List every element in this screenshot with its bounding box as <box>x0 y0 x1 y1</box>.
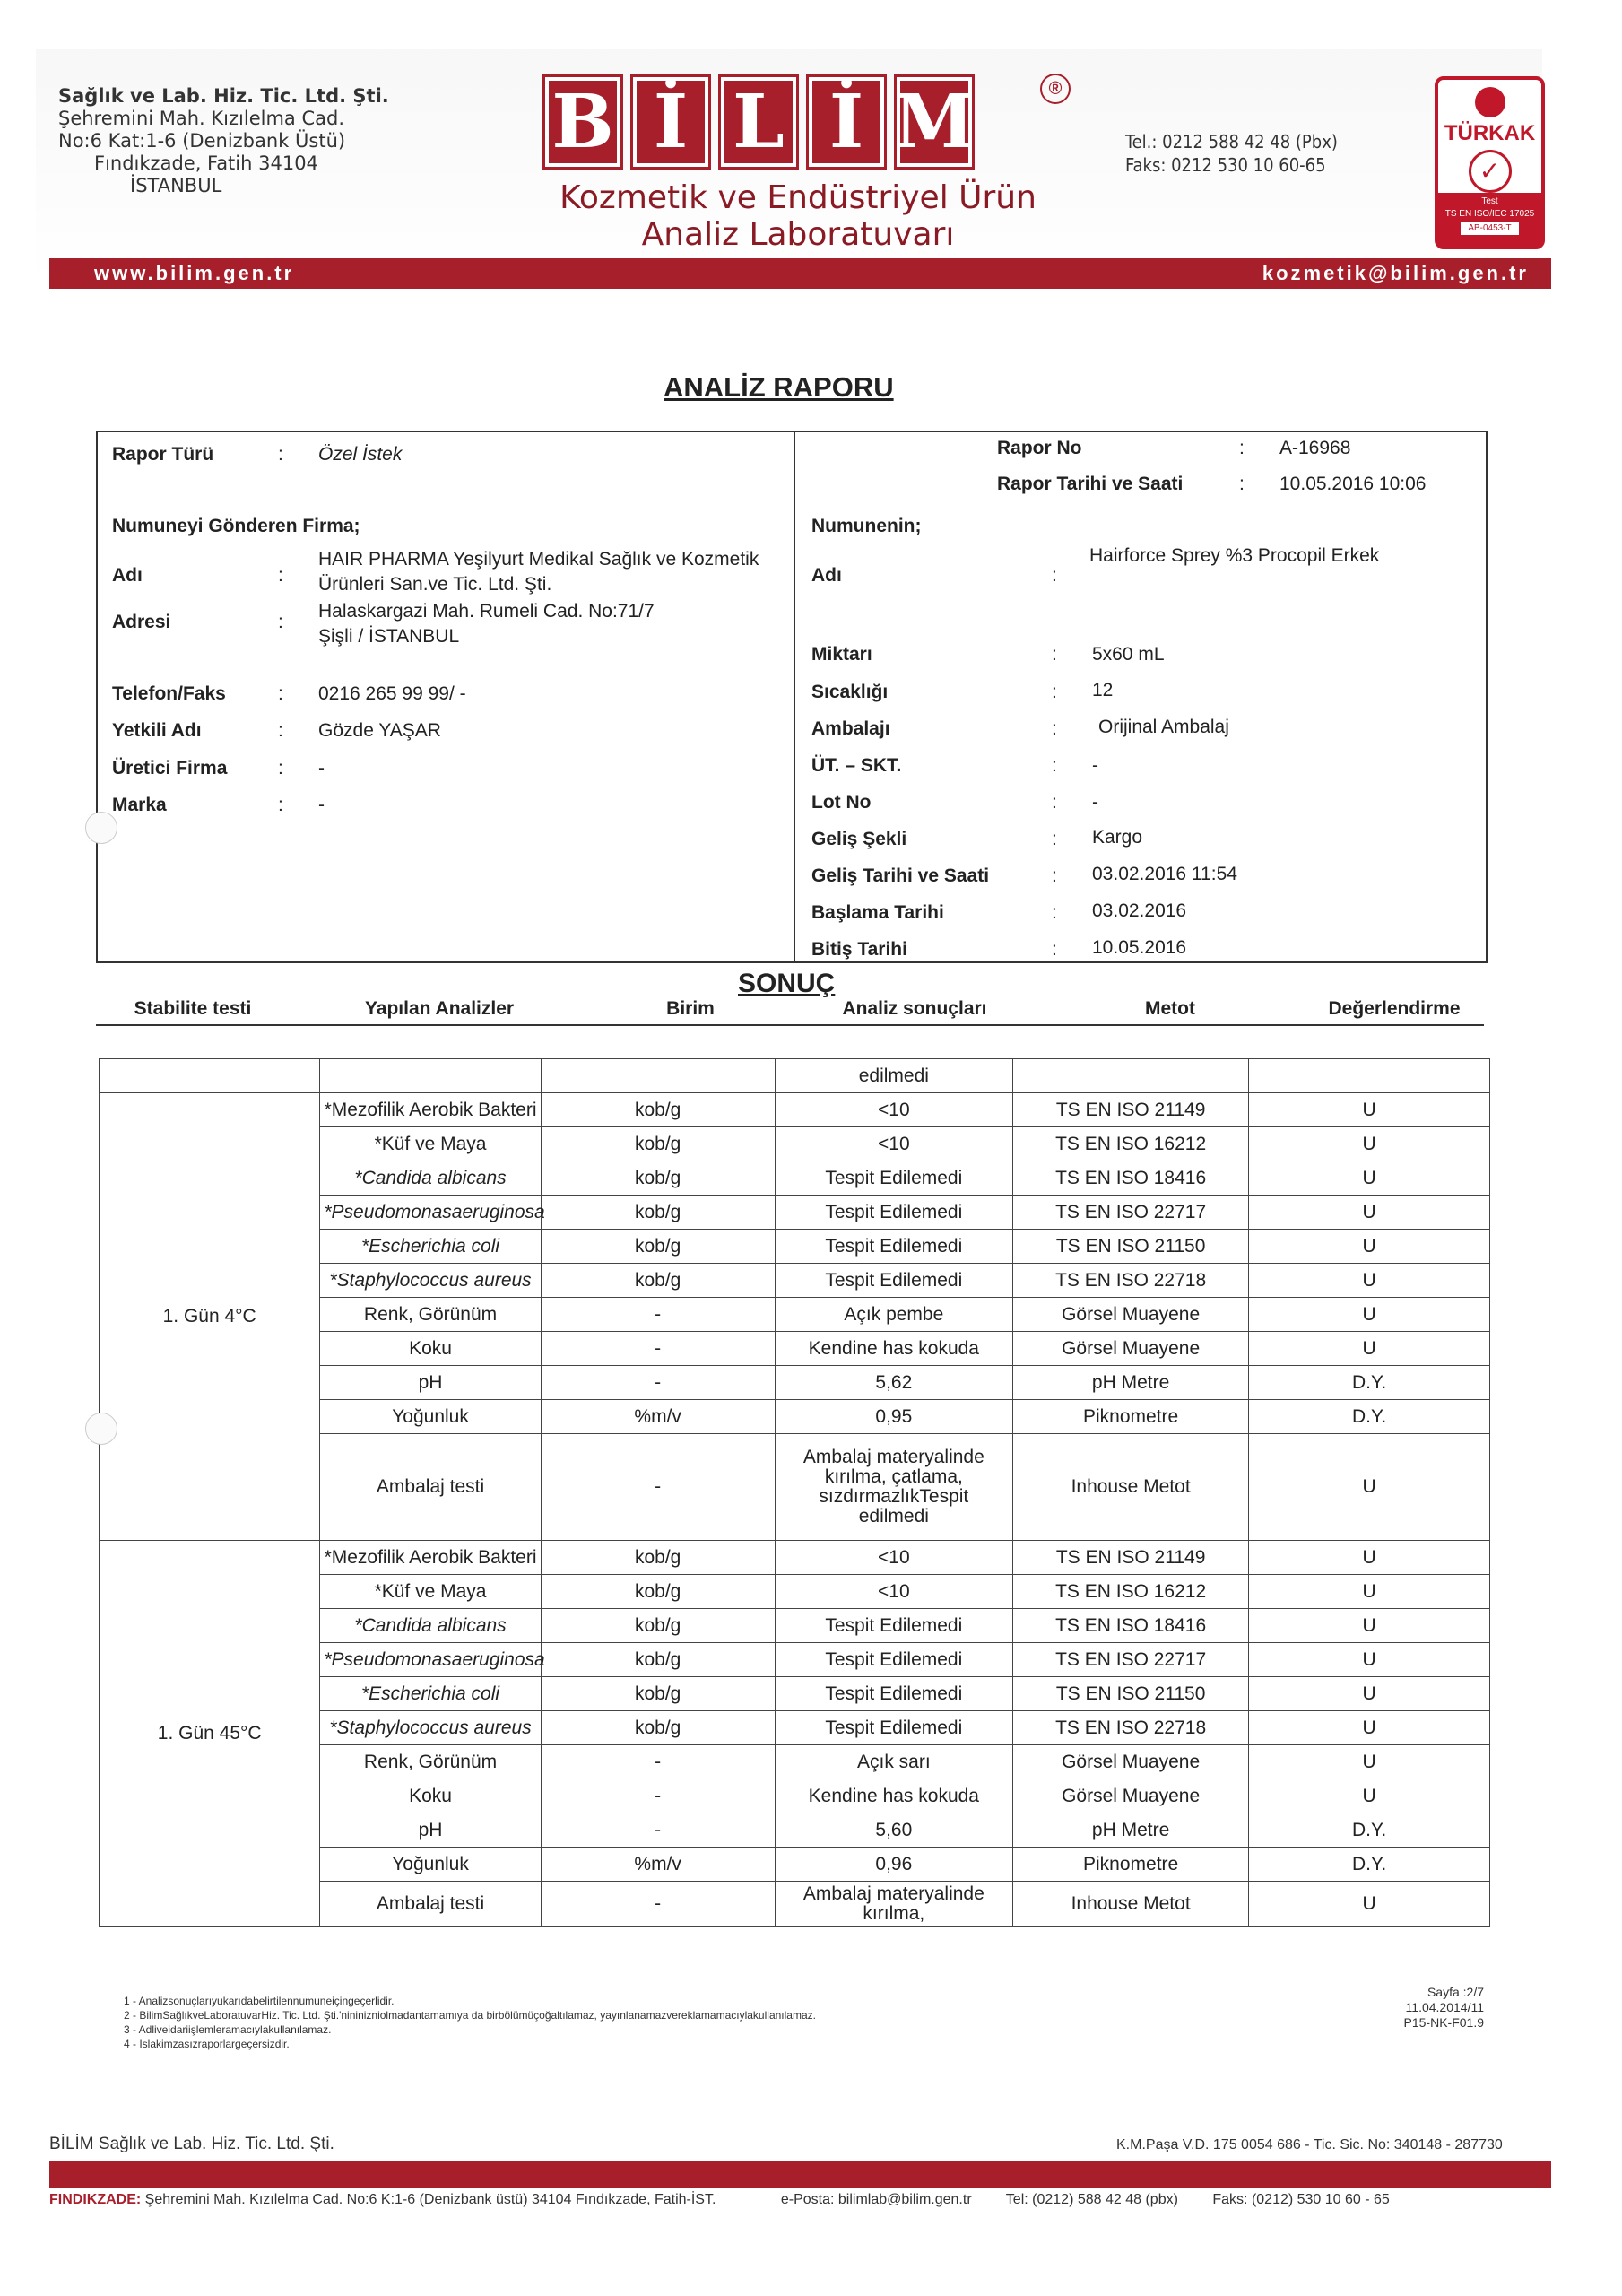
method: Görsel Muayene <box>1013 1298 1249 1332</box>
start-date-label: Başlama Tarihi <box>811 902 944 923</box>
method: pH Metre <box>1013 1813 1249 1848</box>
analysis-name: *Staphylococcus aureus <box>320 1711 541 1745</box>
method: Piknometre <box>1013 1848 1249 1882</box>
form-date: 11.04.2014/11 <box>1405 2000 1484 2014</box>
evaluation: U <box>1249 1264 1490 1298</box>
info-box <box>96 430 1488 963</box>
header-rule <box>96 1024 1484 1026</box>
company-city: İSTANBUL <box>130 175 222 196</box>
analysis-result: Kendine has kokuda <box>775 1332 1012 1366</box>
logo-letter: İ <box>630 74 711 170</box>
evaluation: U <box>1249 1434 1490 1541</box>
colon: : <box>278 720 283 741</box>
logo-letter: M <box>894 74 975 170</box>
analysis-name: *Küf ve Maya <box>320 1575 541 1609</box>
colon: : <box>278 565 283 586</box>
unit: - <box>541 1779 775 1813</box>
analysis-result: Tespit Edilemedi <box>775 1677 1012 1711</box>
company-district: Fındıkzade, Fatih 34104 <box>94 152 318 174</box>
colon: : <box>1052 718 1057 739</box>
colon: : <box>278 683 283 704</box>
footer-bar <box>49 2161 1551 2188</box>
arrival-date-value: 03.02.2016 11:54 <box>1092 864 1237 884</box>
sample-name-value: Hairforce Sprey %3 Procopil Erkek <box>1089 545 1380 566</box>
footnote: 3 - Adliveidariişlemleramacıylakullanılamaz. <box>124 2023 332 2036</box>
lab-subtitle <box>529 179 1067 253</box>
method: TS EN ISO 21150 <box>1013 1677 1249 1711</box>
unit: kob/g <box>541 1609 775 1643</box>
email-link[interactable]: kozmetik@bilim.gen.tr <box>1262 262 1529 284</box>
footer-tel: Tel: (0212) 588 42 48 (pbx) <box>1005 2192 1178 2207</box>
unit: - <box>541 1745 775 1779</box>
colon: : <box>1052 755 1057 776</box>
unit: kob/g <box>541 1230 775 1264</box>
footnote: 1 - Analizsonuçlarıyukarıdabelirtilennumuneiçingeçerlidir. <box>124 1995 395 2007</box>
subtitle-line: Kozmetik ve Endüstriyel Ürün <box>559 179 1037 216</box>
evaluation: D.Y. <box>1249 1400 1490 1434</box>
analysis-name: Yoğunluk <box>320 1848 541 1882</box>
start-date-value: 03.02.2016 <box>1092 900 1187 921</box>
binder-hole <box>85 1413 117 1445</box>
unit: %m/v <box>541 1848 775 1882</box>
analysis-name: *Candida albicans <box>320 1609 541 1643</box>
evaluation: D.Y. <box>1249 1813 1490 1848</box>
check-icon: ✓ <box>1469 150 1512 193</box>
info-divider <box>794 430 795 961</box>
evaluation: U <box>1249 1298 1490 1332</box>
analysis-result: <10 <box>775 1127 1012 1161</box>
analysis-result: 5,60 <box>775 1813 1012 1848</box>
unit: - <box>541 1813 775 1848</box>
analysis-result: Tespit Edilemedi <box>775 1609 1012 1643</box>
binder-hole <box>85 812 117 844</box>
stability-condition: 1. Gün 4°C <box>100 1093 320 1541</box>
evaluation: U <box>1249 1711 1490 1745</box>
analysis-name: *Staphylococcus aureus <box>320 1264 541 1298</box>
unit: - <box>541 1332 775 1366</box>
footnotes <box>124 1994 816 2051</box>
analysis-result: 0,96 <box>775 1848 1012 1882</box>
turkak-accreditation-badge <box>1435 76 1545 249</box>
analysis-result: Tespit Edilemedi <box>775 1264 1012 1298</box>
analysis-name: *Mezofilik Aerobik Bakteri <box>320 1093 541 1127</box>
analysis-name: *Küf ve Maya <box>320 1127 541 1161</box>
results-heading: SONUÇ <box>738 969 836 998</box>
footer-email[interactable]: e-Posta: bilimlab@bilim.gen.tr <box>780 2192 972 2207</box>
analysis-result: <10 <box>775 1575 1012 1609</box>
bilim-logo <box>542 74 1036 164</box>
method: TS EN ISO 22718 <box>1013 1711 1249 1745</box>
method: pH Metre <box>1013 1366 1249 1400</box>
method: Inhouse Metot <box>1013 1882 1249 1927</box>
column-header: Birim <box>666 998 715 1019</box>
method: TS EN ISO 16212 <box>1013 1127 1249 1161</box>
report-type-value: Özel İstek <box>318 444 403 465</box>
sample-name-label: Adı <box>811 565 842 586</box>
evaluation: U <box>1249 1882 1490 1927</box>
evaluation: U <box>1249 1575 1490 1609</box>
colon: : <box>278 444 283 465</box>
analysis-result: Tespit Edilemedi <box>775 1230 1012 1264</box>
stability-condition: 1. Gün 45°C <box>100 1541 320 1927</box>
unit: kob/g <box>541 1127 775 1161</box>
unit: kob/g <box>541 1541 775 1575</box>
analysis-name: *Pseudomonasaeruginosa <box>320 1643 541 1677</box>
analysis-name: pH <box>320 1813 541 1848</box>
table-cell <box>100 1059 320 1093</box>
analysis-name: Renk, Görünüm <box>320 1298 541 1332</box>
analysis-name: pH <box>320 1366 541 1400</box>
logo-letter: B <box>542 74 623 170</box>
expiry-value: - <box>1092 755 1098 776</box>
footnote: 4 - Islakimzasızraporlargeçersizdir. <box>124 2038 290 2050</box>
contact-label: Yetkili Adı <box>112 720 202 741</box>
evaluation: U <box>1249 1609 1490 1643</box>
analysis-name: Ambalaj testi <box>320 1434 541 1541</box>
method: TS EN ISO 18416 <box>1013 1161 1249 1196</box>
analysis-name: *Escherichia coli <box>320 1677 541 1711</box>
footnote: 2 - BilimSağlıkveLaboratuvarHiz. Tic. Ltd. Şti.'nininizniolmadantamamıya da birbölümüçoğaltılamaz, yayınlanamazvereklamamacıylakullanılamaz. <box>124 2009 816 2022</box>
header-contact <box>1125 130 1338 177</box>
arrival-value: Kargo <box>1092 827 1143 848</box>
unit: kob/g <box>541 1093 775 1127</box>
table-cell: edilmedi <box>775 1059 1012 1093</box>
report-date-value: 10.05.2016 10:06 <box>1279 474 1427 494</box>
header-fax: Faks: 0212 530 10 60-65 <box>1125 154 1326 176</box>
method: TS EN ISO 22717 <box>1013 1643 1249 1677</box>
column-header: Yapılan Analizler <box>364 998 515 1019</box>
address-label: Adresi <box>112 612 171 632</box>
footer-address-key: FINDIKZADE: <box>49 2192 142 2207</box>
analysis-result: Ambalaj materyalinde kırılma, çatlama, sızdırmazlıkTespit edilmedi <box>775 1434 1012 1541</box>
contact-value: Gözde YAŞAR <box>318 720 441 741</box>
evaluation: U <box>1249 1332 1490 1366</box>
analysis-result: Tespit Edilemedi <box>775 1161 1012 1196</box>
column-header: Değerlendirme <box>1328 998 1461 1019</box>
end-date-label: Bitiş Tarihi <box>811 939 907 960</box>
analysis-name: Koku <box>320 1779 541 1813</box>
table-row <box>100 1541 1490 1575</box>
colon: : <box>1052 565 1057 586</box>
analysis-result: Tespit Edilemedi <box>775 1196 1012 1230</box>
report-no-value: A-16968 <box>1279 438 1351 458</box>
footer-fax: Faks: (0212) 530 10 60 - 65 <box>1212 2192 1390 2207</box>
brand-value: - <box>318 795 325 815</box>
end-date-value: 10.05.2016 <box>1092 937 1187 958</box>
logo-letter: İ <box>806 74 887 170</box>
unit: - <box>541 1298 775 1332</box>
colon: : <box>1052 792 1057 813</box>
subtitle-line: Analiz Laboratuvarı <box>641 216 955 253</box>
evaluation: U <box>1249 1745 1490 1779</box>
unit: kob/g <box>541 1643 775 1677</box>
logo-letter: L <box>718 74 799 170</box>
analysis-name: *Mezofilik Aerobik Bakteri <box>320 1541 541 1575</box>
form-code: P15-NK-F01.9 <box>1403 2015 1484 2030</box>
method: Görsel Muayene <box>1013 1779 1249 1813</box>
colon: : <box>1052 644 1057 665</box>
method: TS EN ISO 22718 <box>1013 1264 1249 1298</box>
arrival-label: Geliş Şekli <box>811 829 907 849</box>
footer-company: BİLİM Sağlık ve Lab. Hiz. Tic. Ltd. Şti. <box>49 2135 334 2153</box>
unit: %m/v <box>541 1400 775 1434</box>
sender-name-label: Adı <box>112 565 143 586</box>
table-row <box>100 1059 1490 1093</box>
unit: kob/g <box>541 1677 775 1711</box>
unit: kob/g <box>541 1711 775 1745</box>
method: Inhouse Metot <box>1013 1434 1249 1541</box>
analysis-result: <10 <box>775 1093 1012 1127</box>
company-building: No:6 Kat:1-6 (Denizbank Üstü) <box>58 130 346 152</box>
address-line1: Halaskargazi Mah. Rumeli Cad. No:71/7 <box>318 601 655 622</box>
quantity-label: Miktarı <box>811 644 872 665</box>
company-street: Şehremini Mah. Kızılelma Cad. <box>58 108 344 129</box>
table-cell <box>320 1059 541 1093</box>
results-table <box>99 1058 1490 1927</box>
unit: kob/g <box>541 1161 775 1196</box>
analysis-name: *Escherichia coli <box>320 1230 541 1264</box>
producer-label: Üretici Firma <box>112 758 228 778</box>
analysis-name: Renk, Görünüm <box>320 1745 541 1779</box>
address-line2: Şişli / İSTANBUL <box>318 626 460 647</box>
sample-heading: Numunenin; <box>811 516 922 536</box>
analysis-result: Tespit Edilemedi <box>775 1711 1012 1745</box>
column-header: Analiz sonuçları <box>842 998 987 1019</box>
table-cell <box>1013 1059 1249 1093</box>
producer-value: - <box>318 758 325 778</box>
analysis-result: Ambalaj materyalinde kırılma, <box>775 1882 1012 1927</box>
method: TS EN ISO 16212 <box>1013 1575 1249 1609</box>
unit: kob/g <box>541 1575 775 1609</box>
analysis-name: Yoğunluk <box>320 1400 541 1434</box>
table-cell <box>541 1059 775 1093</box>
method: TS EN ISO 21149 <box>1013 1541 1249 1575</box>
header-bar <box>49 258 1551 289</box>
table-cell <box>1249 1059 1490 1093</box>
evaluation: U <box>1249 1196 1490 1230</box>
company-name: Sağlık ve Lab. Hiz. Tic. Ltd. Şti. <box>58 85 389 107</box>
package-value: Orijinal Ambalaj <box>1098 717 1229 737</box>
page-title: ANALİZ RAPORU <box>664 371 894 403</box>
unit: - <box>541 1882 775 1927</box>
colon: : <box>1052 939 1057 960</box>
sender-heading: Numuneyi Gönderen Firma; <box>112 516 360 536</box>
turkak-brand: TÜRKAK <box>1444 121 1536 145</box>
column-header: Metot <box>1145 998 1195 1019</box>
colon: : <box>1052 682 1057 702</box>
colon: : <box>278 795 283 815</box>
analysis-name: *Candida albicans <box>320 1161 541 1196</box>
method: TS EN ISO 21150 <box>1013 1230 1249 1264</box>
report-date-label: Rapor Tarihi ve Saati <box>997 474 1184 494</box>
method: Görsel Muayene <box>1013 1745 1249 1779</box>
package-label: Ambalajı <box>811 718 890 739</box>
analysis-result: <10 <box>775 1541 1012 1575</box>
colon: : <box>1052 829 1057 849</box>
evaluation: U <box>1249 1643 1490 1677</box>
website-link[interactable]: www.bilim.gen.tr <box>94 262 295 284</box>
column-header: Stabilite testi <box>134 998 252 1019</box>
brand-label: Marka <box>112 795 167 815</box>
quantity-value: 5x60 mL <box>1092 644 1165 665</box>
analysis-result: Açık sarı <box>775 1745 1012 1779</box>
analysis-result: 0,95 <box>775 1400 1012 1434</box>
accreditation-line2: TS EN ISO/IEC 17025 <box>1444 209 1535 219</box>
header-tel: Tel.: 0212 588 42 48 (Pbx) <box>1125 131 1338 152</box>
colon: : <box>1239 438 1245 458</box>
lot-value: - <box>1092 792 1098 813</box>
evaluation: U <box>1249 1541 1490 1575</box>
sender-name-line2: Ürünleri San.ve Tic. Ltd. Şti. <box>318 574 552 595</box>
evaluation: U <box>1249 1161 1490 1196</box>
footer-contact-line <box>49 2192 1551 2208</box>
registered-mark-icon: ® <box>1040 74 1071 104</box>
evaluation: U <box>1249 1127 1490 1161</box>
analysis-result: Kendine has kokuda <box>775 1779 1012 1813</box>
method: Piknometre <box>1013 1400 1249 1434</box>
colon: : <box>278 612 283 632</box>
footer-address: Şehremini Mah. Kızılelma Cad. No:6 K:1-6 (Denizbank üstü) 34104 Fındıkzade, Fatih-İST. <box>144 2192 716 2207</box>
page-number: Sayfa :2/7 <box>1427 1985 1484 1999</box>
company-address <box>58 85 389 197</box>
evaluation: D.Y. <box>1249 1366 1490 1400</box>
analysis-name: *Pseudomonasaeruginosa <box>320 1196 541 1230</box>
colon: : <box>1239 474 1245 494</box>
evaluation: U <box>1249 1230 1490 1264</box>
unit: - <box>541 1434 775 1541</box>
report-type-label: Rapor Türü <box>112 444 214 465</box>
analysis-result: 5,62 <box>775 1366 1012 1400</box>
unit: kob/g <box>541 1196 775 1230</box>
lot-label: Lot No <box>811 792 872 813</box>
arrival-date-label: Geliş Tarihi ve Saati <box>811 865 990 886</box>
footer-registration: K.M.Paşa V.D. 175 0054 686 - Tic. Sic. No: 340148 - 287730 <box>1116 2137 1503 2152</box>
method: TS EN ISO 18416 <box>1013 1609 1249 1643</box>
method: TS EN ISO 22717 <box>1013 1196 1249 1230</box>
page-info <box>1305 1985 1484 2031</box>
accreditation-code: AB-0453-T <box>1461 222 1518 235</box>
evaluation: D.Y. <box>1249 1848 1490 1882</box>
evaluation: U <box>1249 1677 1490 1711</box>
turkak-emblem-icon <box>1475 87 1505 117</box>
colon: : <box>1052 902 1057 923</box>
unit: - <box>541 1366 775 1400</box>
expiry-label: ÜT. – SKT. <box>811 755 902 776</box>
method: TS EN ISO 21149 <box>1013 1093 1249 1127</box>
colon: : <box>1052 865 1057 886</box>
sender-name-line1: HAIR PHARMA Yeşilyurt Medikal Sağlık ve Kozmetik <box>318 549 759 570</box>
evaluation: U <box>1249 1093 1490 1127</box>
colon: : <box>278 758 283 778</box>
phone-label: Telefon/Faks <box>112 683 226 704</box>
analysis-name: Ambalaj testi <box>320 1882 541 1927</box>
report-no-label: Rapor No <box>997 438 1082 458</box>
phone-value: 0216 265 99 99/ - <box>318 683 466 704</box>
accreditation-line1: Test <box>1481 196 1498 206</box>
evaluation: U <box>1249 1779 1490 1813</box>
temperature-label: Sıcaklığı <box>811 682 889 702</box>
method: Görsel Muayene <box>1013 1332 1249 1366</box>
analysis-result: Açık pembe <box>775 1298 1012 1332</box>
unit: kob/g <box>541 1264 775 1298</box>
table-row <box>100 1093 1490 1127</box>
analysis-result: Tespit Edilemedi <box>775 1643 1012 1677</box>
analysis-name: Koku <box>320 1332 541 1366</box>
temperature-value: 12 <box>1092 680 1114 700</box>
